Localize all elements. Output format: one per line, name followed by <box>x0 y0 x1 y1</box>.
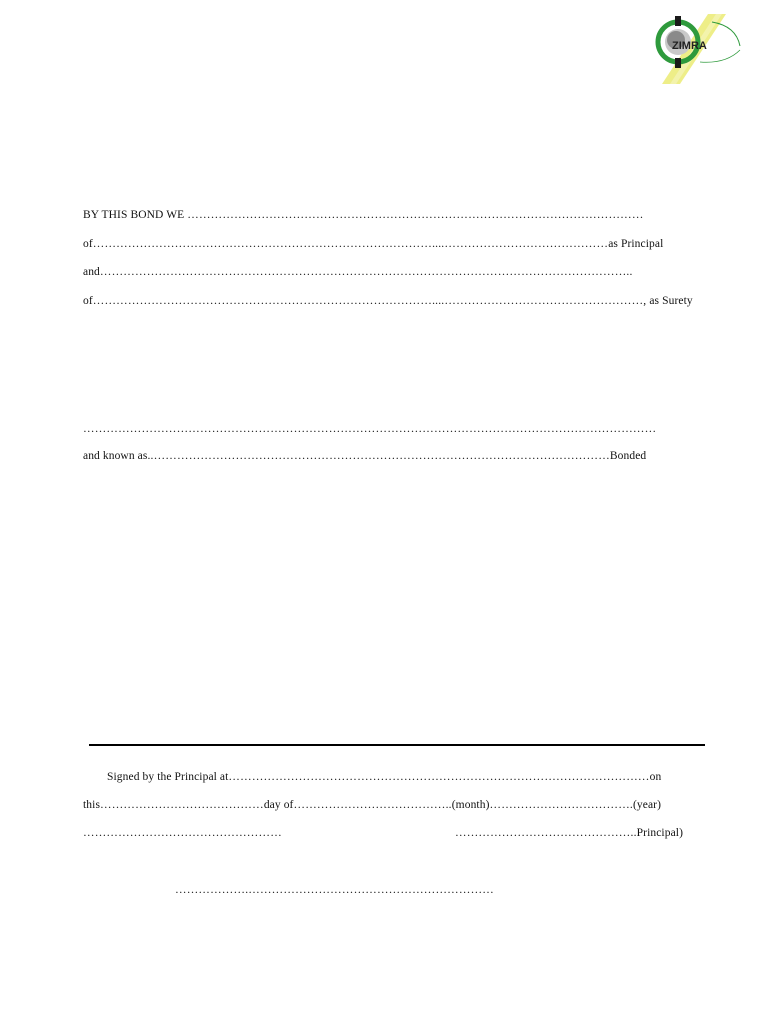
principal-signature-field[interactable]: ……………………………………….. <box>455 827 637 839</box>
known-as-field[interactable]: ..……………………………………………………………………………………………………… <box>147 450 610 462</box>
premises-line-1 <box>83 423 707 435</box>
signing-place-field[interactable]: ……………………………………………………………………………………………… <box>228 771 650 783</box>
as-principal-label: as Principal <box>608 238 664 250</box>
bonded-label: Bonded <box>609 450 647 462</box>
month-field[interactable]: ………………………………….. <box>293 799 452 811</box>
bond-line-3 <box>83 266 717 278</box>
bond-line-4 <box>83 295 717 307</box>
month-label: (month) <box>451 799 490 811</box>
logo-text: ZIMRA <box>672 40 707 52</box>
as-surety-label: as Surety <box>649 295 693 307</box>
surety-name-field[interactable]: ……………………………………………………………………………………………………………………….. <box>99 266 633 278</box>
signature-line-2 <box>83 799 723 811</box>
section-divider <box>89 744 705 746</box>
witness-signature-line <box>83 827 313 839</box>
day-of-label: day of <box>263 799 294 811</box>
known-as-label: and known as <box>83 450 148 462</box>
of-label: of <box>83 295 93 307</box>
premises-line-2 <box>83 450 707 462</box>
signature-line-4 <box>175 884 535 896</box>
day-field[interactable]: …………………………………… <box>100 799 264 811</box>
principal-signature-line <box>455 827 715 839</box>
on-label: on <box>649 771 662 783</box>
principal-label: Principal) <box>636 827 684 839</box>
principal-name-field[interactable]: ……………………………………………………………………………………………………… <box>187 209 644 221</box>
witness-signature-field[interactable]: …………………………………………… <box>83 827 282 839</box>
premises-field[interactable]: ………………………………………………………………………………………………………………………………… <box>83 423 657 435</box>
year-label: (year) <box>632 799 662 811</box>
signed-by-label: Signed by the Principal at <box>107 771 229 783</box>
year-field[interactable]: ………………………………. <box>489 799 633 811</box>
additional-signature-field[interactable]: ……………….……………………………………………………… <box>175 884 494 896</box>
bond-line-1 <box>83 209 717 221</box>
principal-address-field[interactable]: ……………………………………………………………………………....…………………………………… <box>92 238 609 250</box>
of-label: of <box>83 238 93 250</box>
bond-label: BY THIS BOND WE <box>83 209 185 221</box>
signature-line-1 <box>107 771 707 783</box>
surety-address-field[interactable]: ……………………………………………………………………………....……………………………………………, <box>92 295 647 307</box>
and-label: and <box>83 266 100 278</box>
this-label: this <box>83 799 101 811</box>
bond-line-2 <box>83 238 717 250</box>
